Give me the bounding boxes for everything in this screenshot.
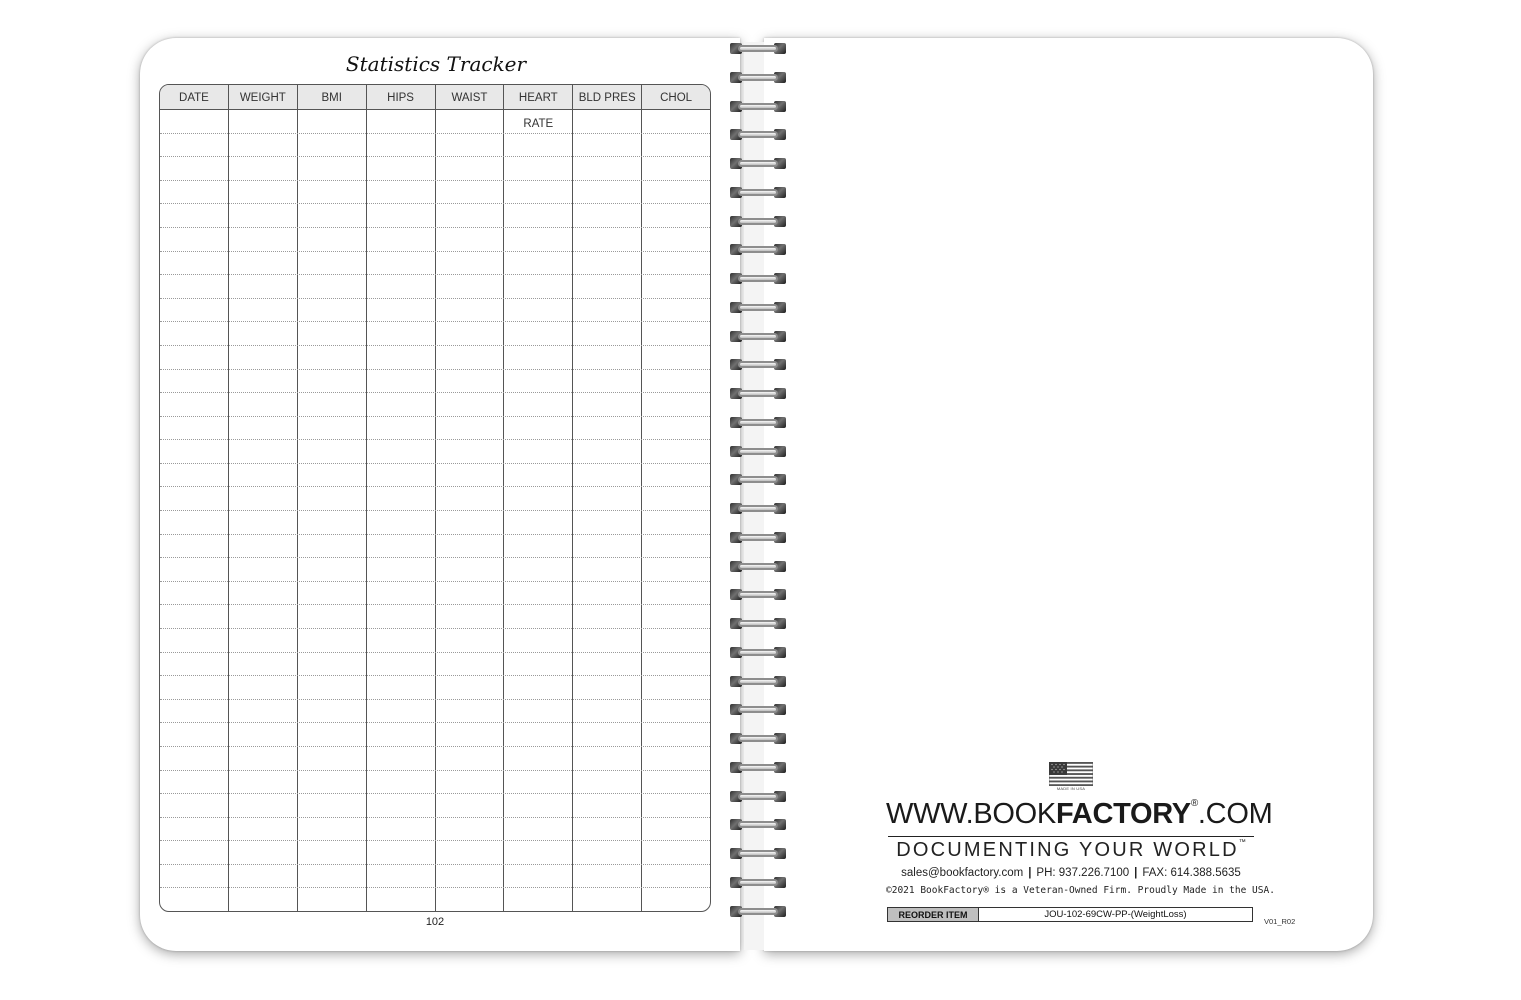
row-rule xyxy=(160,251,710,252)
brand-divider xyxy=(888,836,1254,837)
binding-wire xyxy=(738,505,778,512)
binding-wire xyxy=(738,448,778,455)
row-rule xyxy=(160,463,710,464)
row-rule xyxy=(160,133,710,134)
binding-wire xyxy=(738,678,778,685)
binding-coil xyxy=(730,387,786,401)
copyright-notice: ©2021 BookFactory® is a Veteran-Owned Firm. Proudly Made in the USA. xyxy=(886,885,1275,896)
binding-coil xyxy=(730,502,786,516)
binding-coil xyxy=(730,358,786,372)
row-rule xyxy=(160,699,710,700)
binding-coil xyxy=(730,761,786,775)
binding-wire xyxy=(738,361,778,368)
row-rule xyxy=(160,321,710,322)
binding-coil xyxy=(730,560,786,574)
row-rule xyxy=(160,840,710,841)
row-rule xyxy=(160,628,710,629)
row-rule xyxy=(160,416,710,417)
contact-phone: PH: 937.226.7100 xyxy=(1036,867,1130,879)
column-header-heart-rate: HEART RATE xyxy=(504,85,573,109)
binding-coil xyxy=(730,473,786,487)
row-rule xyxy=(160,887,710,888)
binding-coil xyxy=(730,100,786,114)
binding-coil xyxy=(730,243,786,257)
binding-wire xyxy=(738,390,778,397)
table-header-row xyxy=(160,85,710,130)
tagline xyxy=(888,839,1254,862)
contact-separator: | xyxy=(1028,867,1032,879)
row-rule xyxy=(160,486,710,487)
version-code: V01_R02 xyxy=(1264,917,1296,926)
row-rule xyxy=(160,746,710,747)
binding-coil xyxy=(730,531,786,545)
binding-coil xyxy=(730,847,786,861)
binding-coil xyxy=(730,646,786,660)
contact-fax: FAX: 614.388.5635 xyxy=(1142,867,1241,879)
row-rule xyxy=(160,439,710,440)
binding-wire xyxy=(738,333,778,340)
binding-coil xyxy=(730,905,786,919)
brand-url[interactable] xyxy=(886,798,1273,831)
registered-mark: ® xyxy=(1190,798,1198,809)
binding-wire xyxy=(738,649,778,656)
row-rule xyxy=(160,392,710,393)
contact-email[interactable]: sales@bookfactory.com xyxy=(901,867,1024,879)
brand-url-suffix: .COM xyxy=(1197,798,1273,830)
binding-coil xyxy=(730,445,786,459)
column-header-waist: WAIST xyxy=(436,85,505,109)
binding-wire xyxy=(738,879,778,886)
binding-coil xyxy=(730,128,786,142)
statistics-table xyxy=(159,84,711,912)
row-rule xyxy=(160,722,710,723)
binding-wire xyxy=(738,160,778,167)
binding-wire xyxy=(738,218,778,225)
spine xyxy=(744,42,764,950)
binding-coil xyxy=(730,301,786,315)
row-rule xyxy=(160,156,710,157)
row-rule xyxy=(160,652,710,653)
row-rule xyxy=(160,675,710,676)
contact-separator: | xyxy=(1134,867,1138,879)
row-rule xyxy=(160,581,710,582)
tracker-title: Statistics Tracker xyxy=(345,52,527,76)
binding-wire xyxy=(738,735,778,742)
binding-wire xyxy=(738,45,778,52)
brand-url-prefix: WWW.BOOK xyxy=(886,798,1056,830)
binding-wire xyxy=(738,620,778,627)
binding-coil xyxy=(730,416,786,430)
binding-wire xyxy=(738,304,778,311)
row-rule xyxy=(160,557,710,558)
row-rule xyxy=(160,604,710,605)
row-rule xyxy=(160,180,710,181)
contact-line xyxy=(888,867,1254,879)
binding-wire xyxy=(738,534,778,541)
row-rule xyxy=(160,345,710,346)
binding-wire xyxy=(738,246,778,253)
binding-coil xyxy=(730,588,786,602)
column-header-hips: HIPS xyxy=(367,85,436,109)
tagline-text: DOCUMENTING YOUR WORLD xyxy=(896,839,1239,861)
row-rule xyxy=(160,793,710,794)
binding-wire xyxy=(738,591,778,598)
column-header-weight: WEIGHT xyxy=(229,85,298,109)
row-rule xyxy=(160,510,710,511)
row-rule xyxy=(160,369,710,370)
column-header-cholesterol: CHOL xyxy=(660,92,693,104)
binding-coil xyxy=(730,703,786,717)
row-rule xyxy=(160,770,710,771)
trademark-mark: ™ xyxy=(1238,839,1246,846)
column-header-date: DATE xyxy=(160,85,229,109)
reorder-item-code: JOU-102-69CW-PP-(WeightLoss) xyxy=(1044,909,1187,920)
column-header-blood-pressure: BLD PRES xyxy=(573,85,642,109)
binding-wire xyxy=(738,275,778,282)
page-number: 102 xyxy=(425,916,445,928)
binding-coil xyxy=(730,675,786,689)
row-rule xyxy=(160,203,710,204)
row-rule xyxy=(160,227,710,228)
binding-coil xyxy=(730,876,786,890)
binding-coil xyxy=(730,186,786,200)
row-rule xyxy=(160,298,710,299)
binding-coil xyxy=(730,215,786,229)
binding-coil xyxy=(730,790,786,804)
binding-coil xyxy=(730,272,786,286)
binding-wire xyxy=(738,563,778,570)
binding-coil xyxy=(730,617,786,631)
binding-coil xyxy=(730,71,786,85)
reorder-box xyxy=(887,907,1253,922)
binding-wire xyxy=(738,908,778,915)
binding-wire xyxy=(738,764,778,771)
binding-wire xyxy=(738,821,778,828)
binding-wire xyxy=(738,74,778,81)
row-rule xyxy=(160,864,710,865)
column-header-bmi: BMI xyxy=(298,85,367,109)
row-rule xyxy=(160,274,710,275)
binding-coil xyxy=(730,42,786,56)
binding-wire xyxy=(738,793,778,800)
binding-coil xyxy=(730,732,786,746)
binding-coil xyxy=(730,818,786,832)
binding-wire xyxy=(738,189,778,196)
usa-flag-icon xyxy=(1049,762,1093,786)
brand-url-bold: FACTORY xyxy=(1055,798,1191,830)
binding-wire xyxy=(738,419,778,426)
made-in-usa-label: MADE IN USA xyxy=(1056,786,1086,791)
row-rule xyxy=(160,817,710,818)
binding-wire xyxy=(738,131,778,138)
binding-wire xyxy=(738,476,778,483)
binding-wire xyxy=(738,706,778,713)
binding-coil xyxy=(730,330,786,344)
binding-wire xyxy=(738,850,778,857)
row-rule xyxy=(160,534,710,535)
binding-coil xyxy=(730,157,786,171)
reorder-label: REORDER ITEM xyxy=(888,908,979,921)
binding-wire xyxy=(738,103,778,110)
